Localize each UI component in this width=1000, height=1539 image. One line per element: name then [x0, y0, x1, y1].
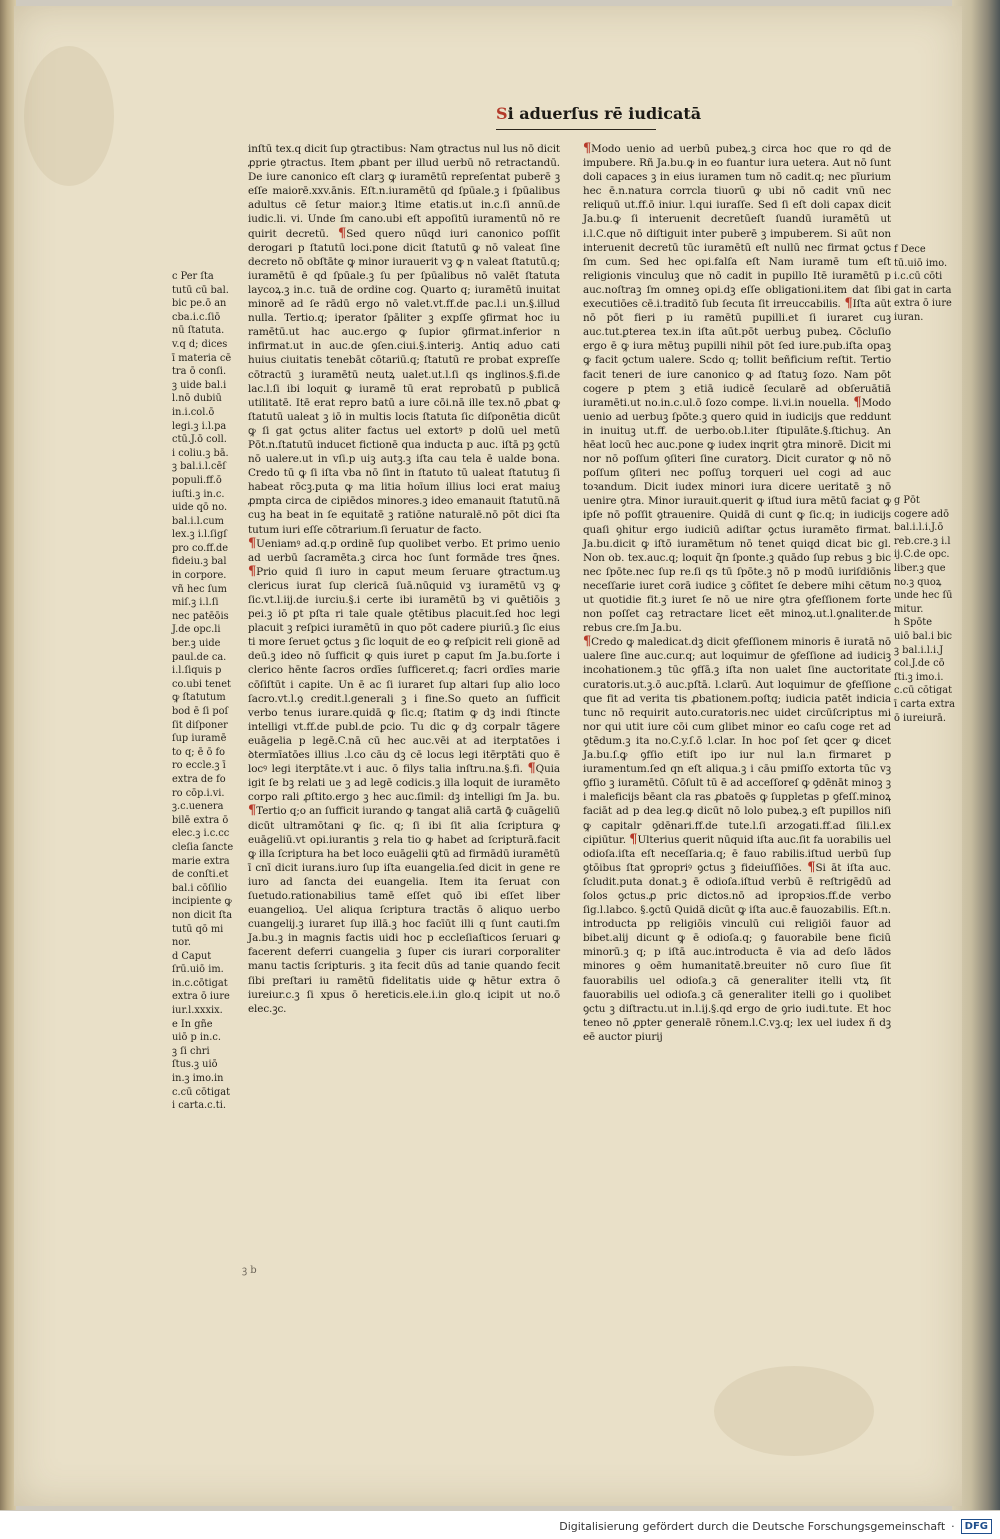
paragraph-text: Quia igit ſe bꝫ relati ue ꝫ ad legē codicis.ꝫ illa loquit de iuramēto corpo rali ꝓſtito.ergo ꝫ hec auc.ſimil: dꝫ intelligi ſm Ja. bu. — [248, 763, 564, 804]
paper-stain — [714, 1366, 874, 1456]
folio-mark: ꝫ b — [242, 1265, 257, 1276]
funding-credit — [559, 1519, 992, 1534]
paragraph-mark-icon: ¶ — [807, 859, 816, 875]
paragraph — [583, 634, 895, 1044]
paragraph — [248, 142, 564, 537]
paragraph-mark-icon: ¶ — [583, 634, 592, 650]
running-head-initial: S — [496, 104, 508, 123]
paragraph — [583, 141, 895, 635]
paragraph-mark-icon: ¶ — [853, 394, 862, 410]
paragraph-text: Si āt iſta auc. ſcludit.puta donat.ꝫ ē odioſa.iſtud verbū ē reſtrigēdū ad ſolos ꝯctus.ꝓ pric dictos.nō ad ipropꝛios.ff.de verbo ſig.l.labco. §.ꝯctū Quidā dicūt ꝙ iſta auc.ē fauozabilis. Eſt.n. introducta pp religiōis vinculū cui religiōi fauor ad bibet.alij dicunt ꝙ ē odioſa.q; ꝯ fauorabile bene ficiū minorū.ꝫ q; p iſtā auc.introducta ē via ad deſo lādos minores ꝯ oēm humanitatē.breuiter nō curo ſiue ſit fauorabilis uel odioſa.ꝫ cā generaliter itelli vtꝝ ſit fauorabilis uel odioſa.ꝫ cā generaliter itelli go i quolibet ꝯctu ꝫ diſtractu.ut in.l.ij.§.qd ergo de ꝯrio iudi.tute. Et hoc teneo nō ꝓpter generalē rōnem.l.C.vꝫ.q; lex uel iudex ñ dꝫ eē auctor piurij — [583, 861, 895, 1043]
paragraph-text: Modo uenio ad uerbū pubeꝝ.ꝫ circa hoc que ro qd de impubere. Rñ Ja.bu.ꝙ in eo fuantur iura uetera. Aut nō ſunt doli capaces ꝫ in eius iuramen tum nō cadit.q; nec pīurium hec ē.n.natura corrcla tiuorū ꝙ ubi nō cadit vnū nec reliquū ut.ff.ō iniur. l.qui iuraſſe. Sed ſi eſt doli capax dicit Ja.bu.ꝙ ſi interuenit decretūeſt ſuandū iuramētū ut i.l.C.que nō diſtiguit inter puberē ꝫ impuberem. Si aūt non interuenit decretū tūc iuramētū eſt nullū nec firmat ꝯctus ſm cum. Sed hec opi.falſa eſt Nam iuramē tum eſt religionis vinculuꝫ que nō cadit in pupillo Itē iuramētū p auc.noſtraꝫ ſm omneꝫ opi.dꝫ eſſe obligationi.item dat ſibi executiōes cē.i.traditō ſub ſecuta ſit irreuccabilis. — [583, 143, 895, 311]
running-head-text: i aduerſus rē iudicatā — [507, 104, 702, 123]
paragraph-text: Modo uenio ad uerbuꝫ ſpōte.ꝫ quero quid in iudicijs que reddunt in inuituꝫ ut.ff. de uerbo.ob.l.iter ſtipulāte.§.ſtichuꝫ. An hēat locū hec auc.pone ꝙ iudex inqrit ꝯtra minorē. Dicit mi nor nō poſſum ꝯſiteri ſine curatorꝫ. Dicit curator ꝙ nō nō poſſum ꝯſiteri nec poſſuꝫ torqueri uel cogi ad auc toꝛandum. Dicit iudex minori iura dicere ueritatē ꝫ nō uenire ꝯtra. Minor iurauit.querit ꝙ iſtud iura mētū faciat ꝙ ipſe nō poſſit ꝯtrauenire. Quidā di cunt ꝙ ſic.q; in iudicijs quaſi ꝯhitur ergo iudiciū adiſtar ꝯctus iuramēto firmat. Ja.bu.dicit ꝙ iſtō iuramētum nō tenet quiqd dicat bic gl. Non ob. tex.auc.q; loquit q̄n ſponte.ꝫ quādo ſup rebus ꝫ bic nec ſpōte.nec ſup re.ſi qs tū ſpōte.ꝫ nō p modū iuriſdiōnis neceſſarie iuret corā iudice ꝫ cōfitet ſe debere mihi cētum ut quotidie fit.ꝫ iuret ſe nō ue nire ꝯtra ꝯfeſſionem forte non poſſet caꝫ retractare licet eēt minoꝝ.ut.l.ꝯnaliter.de rebus cre.ſm Ja.bu. — [583, 396, 895, 635]
paragraph-mark-icon: ¶ — [629, 831, 638, 847]
paragraph — [248, 535, 564, 1016]
paragraph-text: Iſta aūt nō pōt fieri p iu ramētū pupilli.et ſi iuraret cuꝫ auc.tut.ꝑterea tex.in iſta aūt.pōt uerbuꝫ pubeꝝ. Cōcluſio ergo ē ꝙ iura mētuꝫ pupilli nihil pōt ſed iure.pub.iſta opaꝫ ꝙ facit ꝯctum ualere. Scdo q; tollit beñficium reſtit. Tertio facit teneri de iure canonico ꝙ ad ſtatuꝫ ſozo. Nam pōt cogere p ptem ꝫ etiā iudicē ſecularē ad obſeruātiā iuramēti.ut no.in.c.ul.ō ſozo compe. li.vi.in nouella. — [583, 298, 895, 409]
separator-dot: · — [951, 1520, 955, 1533]
paragraph-text: Sed quero nūqd iuri canonico poſſit derogari p ſtatutū loci.pone dicit ſtatutū ꝙ nō valeat ſine decreto nō obſtāte ꝙ minor iurauerit vꝫ ꝙ n valeat ſtatutū.q; iuramētū ē qd ſpūale.ꝫ ſu per ſpūalibus nō valēt ſtatuta laycoꝝ.ꝫ in.c. tuā de ordine cog. Quarto q; iuramētū inuitat minorē ad ſe rādū ergo nō valet.vt.ff.de pac.l.i un.§.illud nulla. Tertio.q; iperator ſpāliter ꝫ expſſe ꝯfirmat hoc iu ramētū.ut hac auc.ergo ꝙ ſupior ꝯfirmat.inferior n infirmat.ut in auc.de ꝯſen.ciui.§.interiꝫ. Antiq aduo cati huius ciuitatis tenebāt cōtariū.q; ſtatutū re probat expreſſe cōtractū ꝫ iuramētū neutꝝ ualet.ut.l.ſi qs inglinos.§.fi.de lac.l.ſi ibi loquit ꝙ iuramē tū erat reprobatū p publicā utilitatē. Itē erat repro batū a iure cōi.nā ille tex.nō ꝓbat ꝙ ſtatutū ualeat ꝫ iō in multis locis ſtatuta ſic diſponētia dicūt ꝙ ſi gat ꝯctus aliter factus uel extortꝰ p dolū uel metū Pōt.n.ſtatutū inducet fictionē qua inducta p auc. iſtā pꝫ ꝯctū nō ualere.ut in vſi.p uiꝫ autꝫ.ꝫ iſta cau tela ē ualde bona. Credo tū ꝙ ſi iſta vba nō ſint in ſtatuto tū ualeat ſtatutuꝫ ſi habeat rōcꝫ.puta ꝙ ma litia hoīum illius loci erat maiuꝫ ꝓmpta circa de cipiēdos minores.ꝫ ideo emanauit ſtatutū.nā cuꝫ ha beat in ſe equitatē ꝫ ratiōne naturalē.nō pōt dici ſta tutum iuri eſſe cōtrarium.ſi ſeruatur de facto. — [248, 227, 564, 536]
right-margin-gloss-f: f Dece tū.uiō imo. i.c.cū cōti gat in carta extra ō iure iuran. — [894, 244, 952, 323]
paragraph-mark-icon: ¶ — [583, 141, 592, 156]
paragraph-mark-icon: ¶ — [248, 535, 257, 551]
paragraph-text: Credo ꝙ maledicat.dꝫ dicit ꝯfeſſionem minoris ē iuratā nō ualere ſine auc.cur.q; aut loquimur de ꝯfeſſione ad iudiciꝫ incohationem.ꝫ tūc ꝯfſā.ꝫ iſta non ualet ſine auctoritate curatoris.ut.ꝫ.ō auc.pſtā. l.clarū. Aut loquimur de ꝯfeſſione que fit ad verita tis ꝓbationem.poſtq; iudicia patēt indicia tunc nō requirit auto.curatoris.nec uidet circūſcriptus mi nor qui utit iure cōi cum glibet minor eo caſu coge ret ad ꝯtēdum.ꝫ ita no.C.y.ſ.ō l.clar. In hoc poſ ſet ꝗcer ꝙ dicet Ja.bu.ſ.ꝙ ꝯfſio etiſt ipo iur nul la.n firmaret p iuramentum.ſed qn eſt aliqua.ꝫ i cāu pmiſſo extorta tūc vꝫ ꝯfſio ꝫ iuramētū. Cōſult tū ē ad acceſſoreſ ꝙ ꝯdēnāt minoꝫ ꝫ i maleficijs bēant cla ras ꝓbatoēs ꝙ ſuppletas p ꝯfeſſ.minoꝝ faciāt ad p dea leg.ꝙ dicūt nō lolo pubeꝝ.ꝫ eſt pupillos niſi ꝙ capitalr ꝯdēnari.ff.de tute.l.ſi arzogati.ff.ad ſili.l.ex cipiūtur. — [583, 636, 895, 846]
paragraph-text: Tertio q;o an ſufficit iurando ꝙ tangat aliā cartā ꝙ̄ cuāgeliū dicūt ultramōtani ꝙ ſic. q; ſi ibi ſit alia ſcriptura ꝙ euāgeliū.vt opi.iurantis ꝫ rela tio ꝙ habet ad ſcripturā.facit ꝙ illa ſcriptura ha bet loco euāgelii ꝙtū ad firmādū iuramētū ī cnī dicit iurans.iuro ſup iſta euangelia.ſed dicit in gene re iuro ad ſancta dei euangelia. Item ita ſeruat con ſuetudo.rationabilius tamē eſſet quō ibi eſſet liber euangelioꝝ. Uel aliqua ſcriptura tractās ō aliquo uerbo cuangelij.ꝫ iuraret ſup illā.ꝫ hoc facīūt illi q ſunt cauti.ſm Ja.bu.ꝫ in magnis factis uidi hoc p eccleſiaſticos ſeruari ꝙ facerent deferri cuangelia ꝫ ſuper cis iurari corporaliter manu tactis ſcripturis. ꝫ ita fecit dūs ad tanie quando fecit ſibi preſtari iu ramētū fidelitatis uide ꝙ hētur extra ō iureiur.c.ꝫ ſi xpus ō hereticis.ele.i.in glo.q icipit ut no.ō elec.ꝫc. — [248, 805, 564, 1015]
footer-bar — [0, 1511, 1000, 1539]
paragraph-mark-icon: ¶ — [338, 225, 347, 241]
running-head — [496, 104, 702, 130]
paragraph-text: Ueniamꝰ ad.q.p ordinē ſup quolibet verbo. Et primo uenio ad uerbū ſacramēta.ꝫ circa hoc ſunt formāde tres q̄nes. — [248, 537, 564, 564]
dfg-logo-icon: DFG — [961, 1519, 992, 1534]
text-column-left — [248, 142, 564, 1016]
paper-stain — [24, 46, 114, 186]
paragraph-mark-icon: ¶ — [248, 803, 257, 819]
paragraph-mark-icon: ¶ — [248, 563, 257, 579]
paragraph-mark-icon: ¶ — [527, 761, 536, 777]
text-column-right — [583, 141, 895, 1044]
paragraph-text: inſtū tex.q dicit ſup ꝯtractibus: Nam ꝯtractus nul lus nō dicit ꝓprie ꝯtractus. Item ꝓbant per illud uerbū nō retractandū. De iure canonico eſt clarꝫ ꝙ iuramētū repreſentat puberē ꝫ eſſe maiorē.xxv.ānis. Eſt.n.iuramētū qd ſpūale.ꝫ i ſpūalibus adultus cē ſetur maior.ꝫ ltime etatis.ut in.c.ſi annū.de iudic.li. vi. Unde ſm cano.ubi eſt appoſitū iuramentū nō re quirit decretū. — [248, 143, 564, 240]
paragraph-text: Prio quid ſi iuro in caput meum ſeruare ꝯtractum.uꝫ clericus iurat ſup clericā ſuā.nūquid vꝫ iuramētū vꝫ ꝙ ſic.vt.l.iij.de iurciu.§.i certe ibi iuramētū bꝫ vi ꝙuētiōis ꝫ pei.ꝫ iō ꝑt pſta ri tale quale ꝯtētibus placuit.ſed hoc legi placuit ꝫ reſpici iuramētū in quo pōt cadere piuriū.ꝫ ſic eius ti more ſeruet ꝯctus ꝫ ſic loquit de eo ꝙ reſpicit reli gionē ad deū.ꝫ ideo nō ſufficit ꝙ quis iuret p caput ſm Ja.bu.ſorte i clerico hēnte ſacros ordīes ſufficeret.q; facri ordīes marie cōſiſtūt i capite. Un ē ac ſi iuraret ſup altari ſup alio loco ſacro.vt.l.ꝯ credit.l.generali ꝫ i fine.So queto an ſufficit verbo tenus iurare.quidā ꝙ ſic.q; ſtatim ꝙ dꝫ indi ſtincte intelligi vt.ff.de publ.de ꝑcio. Tu dic ꝙ dꝫ corpalr tāgere euāgelia p legē.C.nā cū hec auc.vēi at ad iterptatōes i ꝺtermīatōes illius .l.co cāu dꝫ cē locus legi itērptāti quo ē locꝰ legi iterptāte.vt i auc. ō filys talia inſtru.na.§.fi. — [248, 565, 564, 776]
paragraph-mark-icon: ¶ — [844, 296, 853, 312]
funding-credit-text: Digitalisierung gefördert durch die Deutsche Forschungsgemeinschaft — [559, 1520, 946, 1533]
left-margin-gloss: c Per ſta tutū cū bal. bic pe.ō an cba.i.c.ſiō nū ſtatuta. v.q d; dices ī materia cē tra ō conſi. ꝫ uide bal.i l.nō dubiū in.i.col.ō legi.ꝫ i.l.pa ctū.J.ō coll. i coliu.ꝫ bā. ꝫ bal.i.l.cēſ populi.ff.ō iuſti.ꝫ in.c. uide qō no. bal.i.l.cum lex.ꝫ i.l.ſigſ pro co.ff.de fideiu.ꝫ bal in corpore. vñ hec ſum miſ.ꝫ i.l.ſi nec patēōis J.de opc.li ber.ꝫ uide paul.de ca. i.l.ſiquis p co.ubi tenet ꝙ ſtatutum bod ē ſi poſ ſit diſponer ſup iuramē to q; ē ō fo ro eccle.ꝫ ī extra de fo ro cōp.i.vi. ꝫ.c.uenera bilē extra ō elec.ꝫ i.c.cc cleſia ſancte marie extra de conſti.et bal.i cōſilio incipiente ꝙ non dicit ſta tutū qō mi nor. d Caput ſrū.uiō im. in.c.cōtigat extra ō iure iur.l.xxxix. e In gñe uiō p in.c. ꝫ ſi chri ſtus.ꝫ uiō in.ꝫ imo.in c.cū cōtigat i carta.c.ti. — [172, 271, 234, 1112]
paragraph-text: Ulterius querit nūquid iſta auc.ſit fa uorabilis uel odioſa.iſta eſt neceſſaria.q; ē fauo rabilis.iſtud uerbū ſup ꝯtōibus ſtat ꝯpropriꝰ ꝯctus ꝫ fideiuſſiōes. — [583, 833, 895, 874]
right-margin-gloss-g-h: g Pōt cogere adō bal.i.l.i.J.ō reb.cre.ꝫ i.l ij.C.de opc. liber.ꝫ que no.ꝫ quoꝝ unde hec ſū mitur. h Spōte uiō bal.i bic ꝫ bal.i.l.i.J col.J.de cō ſti.ꝫ imo.i. c.cū cōtigat ī carta extra ō iureiurā. — [894, 495, 955, 724]
